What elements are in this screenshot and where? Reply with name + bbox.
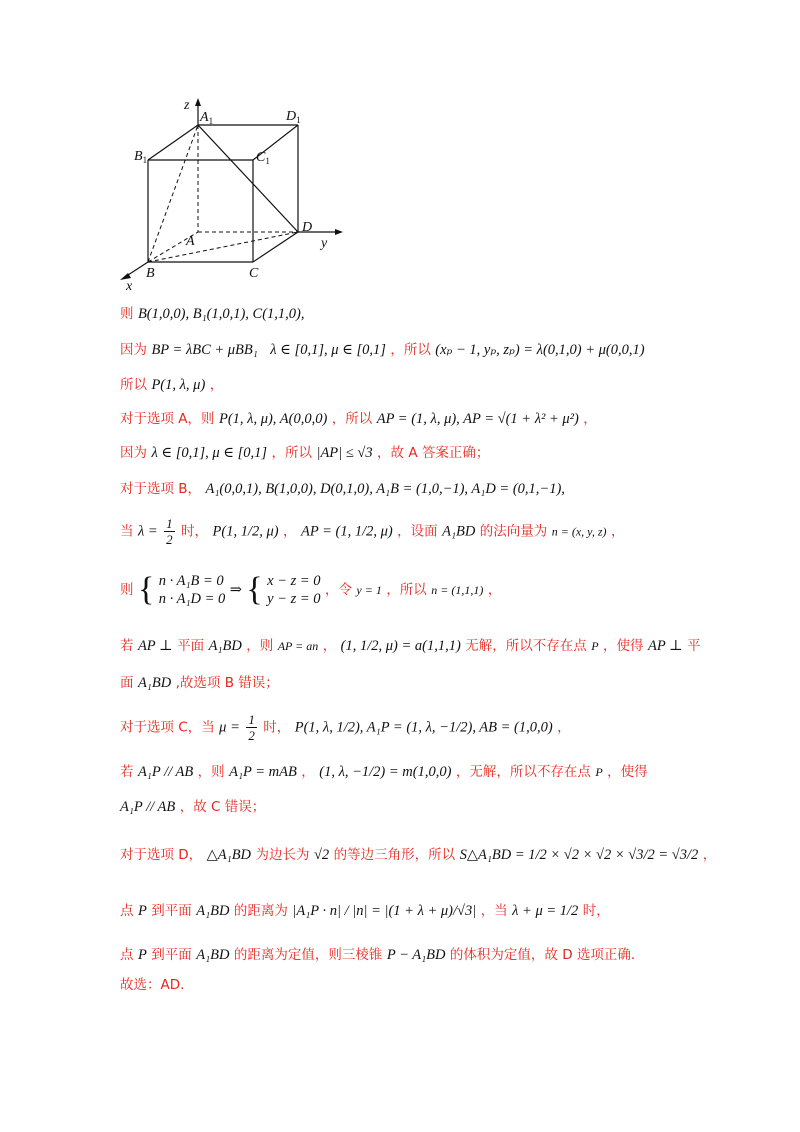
math: n = (1,1,1)	[431, 583, 484, 597]
math: A₁P = mAB	[229, 764, 297, 780]
text: 面	[120, 675, 134, 691]
text: 对于选项 B，	[120, 481, 202, 497]
text: 则	[120, 306, 134, 322]
math: |A₁P · n| / |n| = |(1 + λ + μ)/√3|	[292, 903, 477, 919]
text: ，故 C 错误；	[179, 799, 266, 815]
text: 时，	[582, 903, 610, 919]
label-a1: $A_1$	[200, 110, 214, 126]
text: 因为	[120, 342, 147, 358]
text: 点	[120, 947, 134, 963]
text: 故选：AD.	[120, 977, 185, 993]
label-d: D	[302, 220, 313, 235]
cube-figure	[110, 95, 350, 295]
math: AP = (1, 1/2, μ)	[301, 523, 393, 540]
line-1	[120, 304, 304, 324]
text: 则	[120, 582, 134, 598]
text: 点	[120, 903, 134, 919]
text: ，则	[197, 764, 225, 780]
text: ，令	[324, 582, 352, 598]
math: λ =	[137, 523, 158, 540]
label-a: A	[186, 234, 195, 249]
math: y = 1	[356, 583, 382, 597]
text: ，	[702, 847, 717, 863]
line-10	[120, 673, 279, 693]
math: A₁P // AB	[120, 799, 176, 815]
text: ，无解，所以不存在点	[455, 764, 591, 780]
line-9	[120, 636, 701, 656]
line-8: 则 { n · A₁B = 0 n · A₁D = 0 ⇒ { x − z = 0 y − z = 0 ，令 y = 1 ，所以 n = (1,1,1) ，	[120, 571, 502, 608]
math: λ ∈ [0,1], μ ∈ [0,1]	[151, 445, 268, 461]
math: A₁BD	[137, 675, 172, 691]
label-x: x	[126, 279, 133, 294]
math: BP = λBC + μBB₁	[151, 342, 258, 358]
text: 时，	[181, 523, 209, 540]
label-d1: $D_1$	[286, 109, 301, 125]
text: 的距离为定值，则三棱锥	[233, 947, 383, 963]
text: 对于选项 D，	[120, 847, 203, 863]
math: P − A₁BD	[386, 947, 446, 963]
text: 为边长为	[255, 847, 310, 863]
line-5	[120, 443, 489, 463]
math: λ ∈ [0,1], μ ∈ [0,1]	[270, 342, 386, 358]
math: ⇒	[229, 582, 242, 598]
text: ，所以	[331, 411, 373, 427]
text: ,故选项 B 错误；	[175, 675, 279, 691]
line-12	[120, 762, 648, 782]
text: 所以	[120, 377, 147, 393]
text: 的法向量为	[479, 523, 548, 540]
label-z: z	[184, 98, 190, 113]
math: (1, λ, −1/2) = m(1,0,0)	[319, 764, 452, 780]
math: A₁P // AB	[137, 764, 194, 780]
math: (1, 1/2, μ) = a(1,1,1)	[340, 638, 461, 654]
math: P	[137, 947, 147, 963]
text: 平	[687, 638, 701, 654]
math: A₁BD	[196, 903, 230, 919]
math: |AP| ≤ √3	[316, 445, 373, 461]
math: A₁BD	[442, 523, 476, 540]
text: ，	[557, 719, 571, 736]
line-11	[120, 712, 571, 743]
math: A₁BD	[196, 947, 230, 963]
math: A₁(0,0,1), B(1,0,0), D(0,1,0), A₁B = (1,0,−1), A₁D = (0,1,−1),	[205, 481, 565, 497]
label-y: y	[321, 236, 328, 251]
math: △A₁BD	[206, 847, 252, 863]
math: AP = (1, λ, μ), AP = √(1 + λ² + μ²)	[376, 411, 579, 427]
text: ，当	[480, 903, 508, 919]
text: 因为	[120, 445, 147, 461]
text: 无解，所以不存在点	[465, 638, 587, 654]
text: ，	[610, 523, 625, 540]
math: P(1, λ, μ), A(0,0,0)	[218, 411, 328, 427]
label-b1: $B_1$	[134, 149, 148, 165]
math: P	[137, 903, 147, 919]
text: 当	[120, 523, 134, 540]
math: B(1,0,0), B₁(1,0,1), C(1,1,0),	[137, 306, 305, 322]
math: AP = an	[277, 639, 319, 653]
math: λ + μ = 1/2	[512, 903, 579, 919]
math: A₁BD	[208, 638, 242, 654]
text: ，则	[246, 638, 274, 654]
text: ，	[487, 582, 502, 598]
line-7	[120, 516, 624, 547]
text: ，	[283, 523, 297, 540]
text: 若	[120, 638, 134, 654]
math: P(1, λ, 1/2), A₁P = (1, λ, −1/2), AB = (1,0,0)	[294, 719, 553, 736]
equation-system: x − z = 0 y − z = 0	[267, 573, 321, 607]
line-13	[120, 797, 265, 817]
math: AP ⊥	[647, 638, 683, 654]
text: ，所以	[390, 342, 431, 358]
text: ，使得	[603, 638, 644, 654]
line-14	[120, 845, 716, 865]
text: 到平面	[151, 903, 192, 919]
line-17	[120, 975, 184, 995]
label-b: B	[146, 266, 155, 281]
text: ，使得	[607, 764, 648, 780]
text: 时，	[263, 719, 291, 736]
text: 对于选项 C，当	[120, 719, 215, 736]
text: ，	[583, 411, 597, 427]
math: μ =	[219, 719, 240, 736]
line-3	[120, 375, 223, 395]
text: ，	[322, 638, 337, 654]
text: 对于选项 A，则	[120, 411, 215, 427]
text: ，所以	[386, 582, 427, 598]
text: ，故 A 答案正确；	[377, 445, 490, 461]
fraction: $\frac{1}{2}$	[166, 516, 173, 547]
label-c1: $C_1$	[256, 150, 270, 166]
line-2	[120, 340, 645, 360]
label-c: C	[249, 266, 259, 281]
math: √2	[313, 847, 330, 863]
text: 的距离为	[233, 903, 288, 919]
line-16	[120, 945, 635, 965]
text: 的等边三角形，所以	[333, 847, 456, 863]
text: 平面	[177, 638, 205, 654]
math: P(1, λ, μ)	[151, 377, 206, 393]
math: AP ⊥	[137, 638, 173, 654]
math: P	[591, 639, 599, 653]
math: (xₚ − 1, yₚ, zₚ) = λ(0,1,0) + μ(0,0,1)	[435, 342, 645, 358]
line-4	[120, 409, 597, 429]
text: ，设面	[397, 523, 438, 540]
math: S△A₁BD = 1/2 × √2 × √2 × √3/2 = √3/2	[459, 847, 699, 863]
equation-system: n · A₁B = 0 n · A₁D = 0	[158, 573, 226, 607]
text: 到平面	[151, 947, 192, 963]
line-6	[120, 479, 565, 499]
text: ，	[301, 764, 315, 780]
line-15	[120, 901, 610, 921]
math: n = (x, y, z)	[551, 524, 607, 539]
math: P	[595, 765, 603, 779]
math: P(1, 1/2, μ)	[212, 523, 279, 540]
text: ，所以	[271, 445, 313, 461]
text: ，	[209, 377, 224, 393]
text: 的体积为定值，故 D 选项正确.	[449, 947, 636, 963]
fraction: $\frac{1}{2}$	[248, 712, 255, 743]
text: 若	[120, 764, 134, 780]
